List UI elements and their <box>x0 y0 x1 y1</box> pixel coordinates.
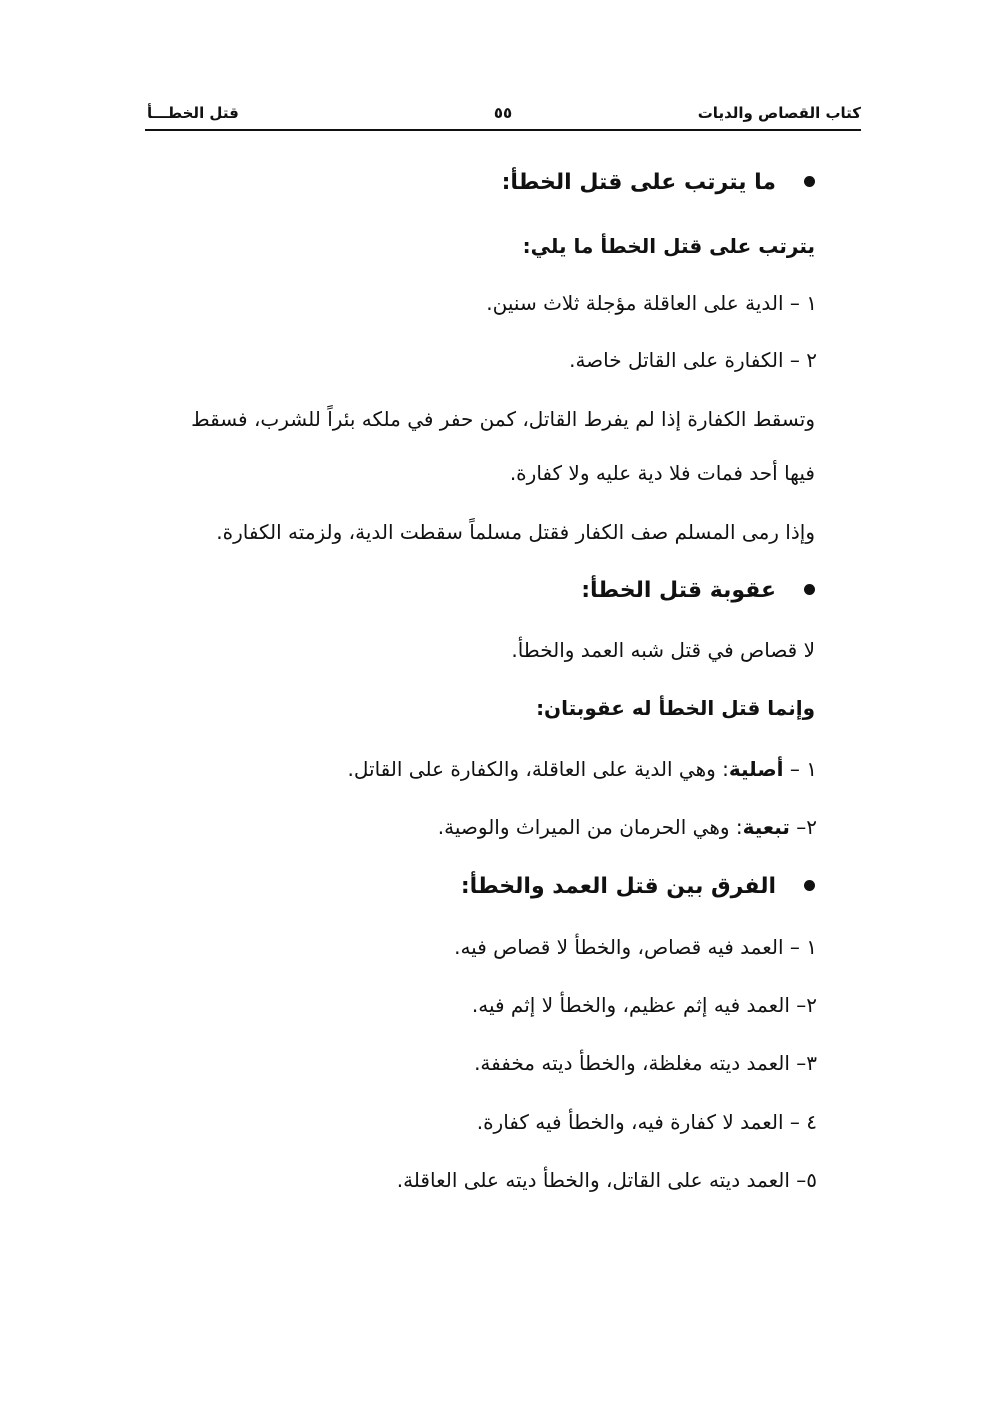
difference-item-1: ١ – العمد فيه قصاص، والخطأ لا قصاص فيه. <box>454 935 817 959</box>
difference-item-3: ٣– العمد ديته مغلظة، والخطأ ديته مخففة. <box>474 1051 817 1075</box>
punishment-intro: وإنما قتل الخطأ له عقوبتان: <box>536 696 815 720</box>
consequences-item-1: ١ – الدية على العاقلة مؤجلة ثلاث سنين. <box>486 291 817 315</box>
header-page-number: ٥٥ <box>493 104 513 122</box>
punishment-line1: لا قصاص في قتل شبه العمد والخطأ. <box>511 638 815 662</box>
header-book-title: كتاب القصاص والديات <box>697 104 861 122</box>
bullet-icon <box>804 584 815 595</box>
consequences-note2: وإذا رمى المسلم صف الكفار فقتل مسلماً سقطت الدية، ولزمته الكفارة. <box>216 520 815 544</box>
running-header <box>145 104 861 126</box>
header-chapter-title: قتل الخطـــأ <box>147 104 239 122</box>
section-heading-punishment: عقوبة قتل الخطأ: <box>581 573 815 609</box>
bullet-icon <box>804 176 815 187</box>
section-heading-difference: الفرق بين قتل العمد والخطأ: <box>461 869 815 905</box>
bullet-icon <box>804 880 815 891</box>
punishment-item-2: ٢– تبعية: وهي الحرمان من الميراث والوصية. <box>437 815 817 839</box>
section-heading-consequences: ما يترتب على قتل الخطأ: <box>502 165 815 201</box>
consequences-note1-line1: وتسقط الكفارة إذا لم يفرط القاتل، كمن حفر في ملكه بئراً للشرب، فسقط <box>191 407 815 431</box>
consequences-item-2: ٢ – الكفارة على القاتل خاصة. <box>569 348 817 372</box>
consequences-note1-line2: فيها أحد فمات فلا دية عليه ولا كفارة. <box>509 461 815 485</box>
difference-item-5: ٥– العمد ديته على القاتل، والخطأ ديته على العاقلة. <box>396 1168 817 1192</box>
difference-item-2: ٢– العمد فيه إثم عظيم، والخطأ لا إثم فيه. <box>471 993 817 1017</box>
consequences-intro: يترتب على قتل الخطأ ما يلي: <box>522 234 815 258</box>
punishment-item-1: ١ – أصلية: وهي الدية على العاقلة، والكفارة على القاتل. <box>347 757 817 781</box>
difference-item-4: ٤ – العمد لا كفارة فيه، والخطأ فيه كفارة. <box>476 1110 817 1134</box>
header-rule <box>145 129 861 131</box>
